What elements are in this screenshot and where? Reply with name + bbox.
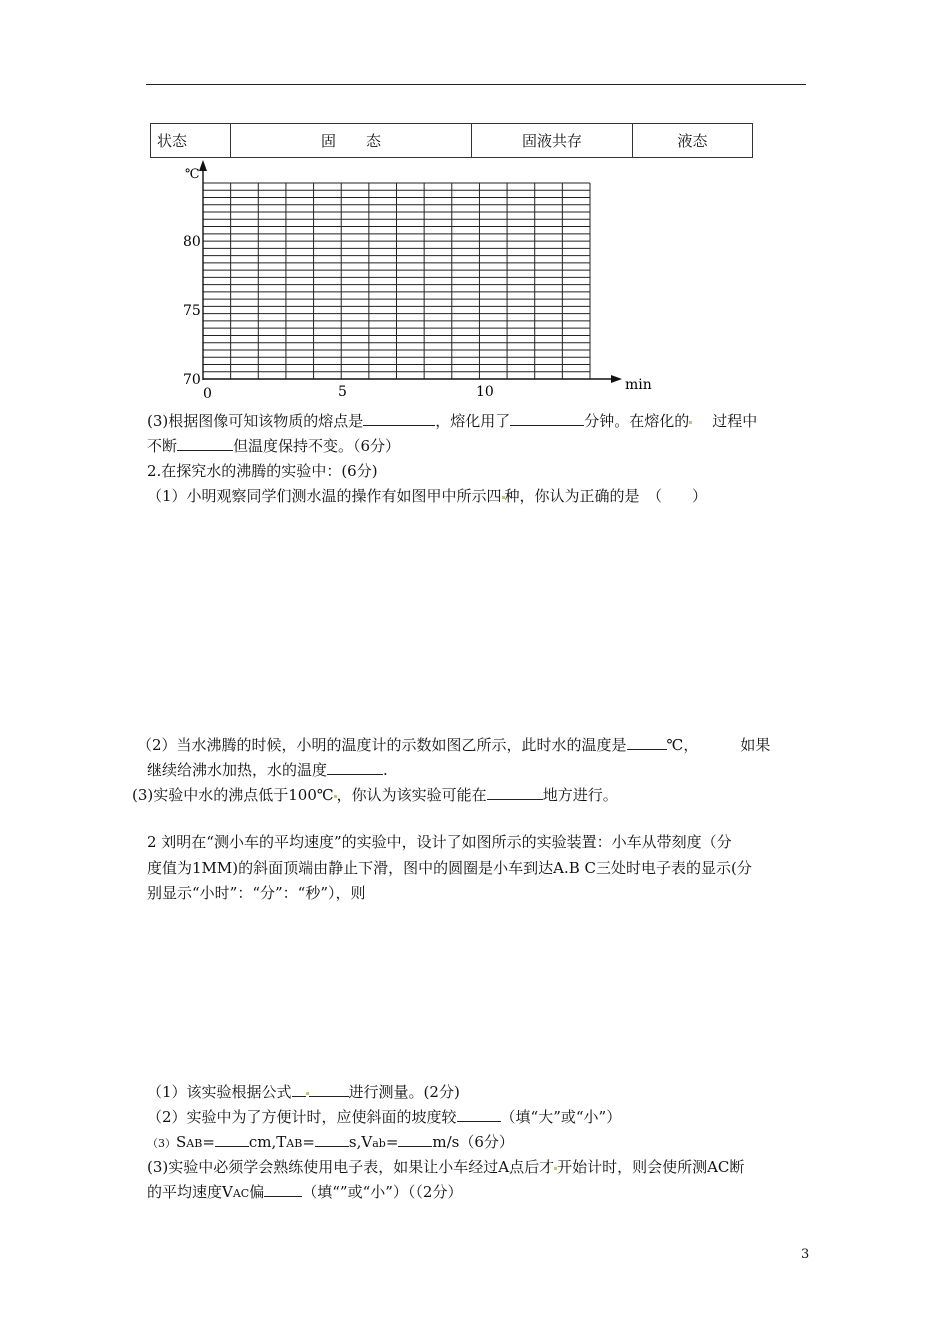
s2-q3-text-c: 地方进行。 bbox=[542, 786, 618, 804]
blank-heat bbox=[177, 436, 233, 451]
s2-q2-line-2 bbox=[147, 760, 388, 780]
s3-q5-sub-ac: AC bbox=[232, 1187, 250, 1200]
s2-q3 bbox=[132, 785, 618, 805]
s2-q2-line-1 bbox=[137, 735, 770, 755]
s3-q3-eq2: = bbox=[302, 1133, 315, 1151]
s3-q3-sub-ab2: AB bbox=[286, 1137, 303, 1150]
blank-sab bbox=[215, 1132, 249, 1147]
s3-q4 bbox=[147, 1157, 744, 1177]
s2-q2-text-d: 继续给沸水加热，水的温度 bbox=[147, 761, 328, 779]
y-unit-label: ℃ bbox=[185, 167, 200, 182]
s3-q3-sub-ab: AB bbox=[186, 1137, 203, 1150]
y-axis-arrow bbox=[199, 160, 207, 171]
q3-line-2 bbox=[147, 436, 400, 456]
s2-q2-text-e: . bbox=[383, 761, 388, 779]
dot-mark bbox=[689, 421, 692, 424]
blank-formula-b bbox=[309, 1082, 349, 1097]
blank-bias bbox=[264, 1182, 302, 1197]
s3-q3-sub-ab3: ab bbox=[372, 1137, 386, 1150]
blank-melting-minutes bbox=[510, 411, 584, 426]
blank-melting-point bbox=[363, 411, 435, 426]
y-tick-80: 80 bbox=[183, 234, 201, 250]
s3-q4-text-a: (3)实验中必须学会熟练使用电子表，如果让小车经过A点后才 bbox=[147, 1158, 555, 1176]
s3-q3-prefix: （3） bbox=[147, 1137, 176, 1150]
q3-text-e: 不断 bbox=[147, 437, 178, 455]
s3-q2-text-b: （填“大”或“小”） bbox=[500, 1108, 622, 1126]
s3-q3-cm: cm,T bbox=[248, 1133, 287, 1151]
q3-text-c: 分钟。在熔化的 bbox=[584, 412, 690, 430]
s3-q3-eq1: = bbox=[202, 1133, 215, 1151]
s2-q1 bbox=[147, 486, 707, 506]
blank-water-temp bbox=[627, 735, 667, 750]
table-cell-state: 状态 bbox=[151, 124, 231, 158]
blank-tab bbox=[315, 1132, 349, 1147]
blank-temp-change bbox=[327, 760, 383, 775]
s3-q5-text-c: （填“”或“小”）（（2分） bbox=[302, 1183, 463, 1201]
q3-text-a: (3)根据图像可知该物质的熔点是 bbox=[147, 412, 364, 430]
s2-q2-text-b: ℃， bbox=[666, 736, 699, 754]
blank-formula-a bbox=[292, 1082, 306, 1097]
s2-q1-text-b: 种，你认为正确的是 （ ） bbox=[504, 487, 708, 505]
q3-text-d: 过程中 bbox=[712, 412, 758, 430]
x-tick-10: 10 bbox=[476, 384, 494, 400]
s3-q3-s2: s,V bbox=[348, 1133, 373, 1151]
s2-q2-text-c: 如果 bbox=[740, 736, 771, 754]
s2-q3-text-b: ，你认为该实验可能在 bbox=[336, 786, 487, 804]
s3-line-2: 度值为1MM)的斜面顶端由静止下滑，图中的圆圈是小车到达A.B C三处时电子表的显示(分 bbox=[147, 859, 752, 877]
s2-title: 2.在探究水的沸腾的实验中：(6分) bbox=[147, 462, 378, 480]
s3-q1 bbox=[147, 1082, 460, 1102]
s3-q4-text-b: 开始计时，则会使所测AC断 bbox=[557, 1158, 745, 1176]
s3-q3-eq3: = bbox=[385, 1133, 399, 1151]
s3-line-3: 别显示“小时”：“分”：“秒”），则 bbox=[147, 884, 366, 902]
table-cell-solid: 固 态 bbox=[231, 124, 472, 158]
y-tick-70: 70 bbox=[183, 372, 201, 388]
x-tick-0: 0 bbox=[203, 386, 212, 402]
q3-text-f: 但温度保持不变。（6分） bbox=[233, 437, 401, 455]
s2-q3-text-a: (3)实验中水的沸点低于100℃ bbox=[132, 786, 334, 804]
blank-vab bbox=[398, 1132, 432, 1147]
s3-q5-text-b: 偏 bbox=[249, 1183, 265, 1201]
s3-line-1: 2 刘明在“测小车的平均速度”的实验中，设计了如图所示的实验装置：小车从带刻度（分 bbox=[147, 833, 732, 851]
q3-line-1 bbox=[147, 411, 757, 431]
s3-q2-text-a: （2）实验中为了方便计时，应使斜面的坡度较 bbox=[147, 1108, 457, 1126]
page-number: 3 bbox=[801, 1247, 810, 1262]
s2-q1-text: （1）小明观察同学们测水温的操作有如图甲中所示四 bbox=[147, 487, 502, 505]
s3-q3 bbox=[147, 1132, 514, 1154]
x-tick-5: 5 bbox=[338, 384, 347, 400]
blank-slope bbox=[457, 1107, 501, 1122]
y-tick-75: 75 bbox=[183, 303, 201, 319]
s3-q5 bbox=[147, 1182, 462, 1204]
table-cell-mixed: 固液共存 bbox=[472, 124, 633, 158]
s3-q2 bbox=[147, 1107, 621, 1127]
blank-location bbox=[487, 785, 543, 800]
s3-q1-text-b: 进行测量。(2分) bbox=[348, 1083, 460, 1101]
table-cell-liquid: 液态 bbox=[633, 124, 753, 158]
s3-q3-s: S bbox=[176, 1133, 187, 1151]
q3-text-b: ，熔化用了 bbox=[435, 412, 511, 430]
x-axis-arrow bbox=[611, 375, 622, 383]
temperature-time-grid bbox=[0, 0, 950, 420]
s3-q1-text-a: （1）该实验根据公式 bbox=[147, 1083, 292, 1101]
s2-q2-text-a: （2）当水沸腾的时候，小明的温度计的示数如图乙所示，此时水的温度是 bbox=[137, 736, 627, 754]
s3-q3-ms: m/s（6分） bbox=[432, 1133, 514, 1151]
s3-q5-text-a: 的平均速度V bbox=[147, 1183, 233, 1201]
x-unit-label: min bbox=[625, 377, 652, 393]
